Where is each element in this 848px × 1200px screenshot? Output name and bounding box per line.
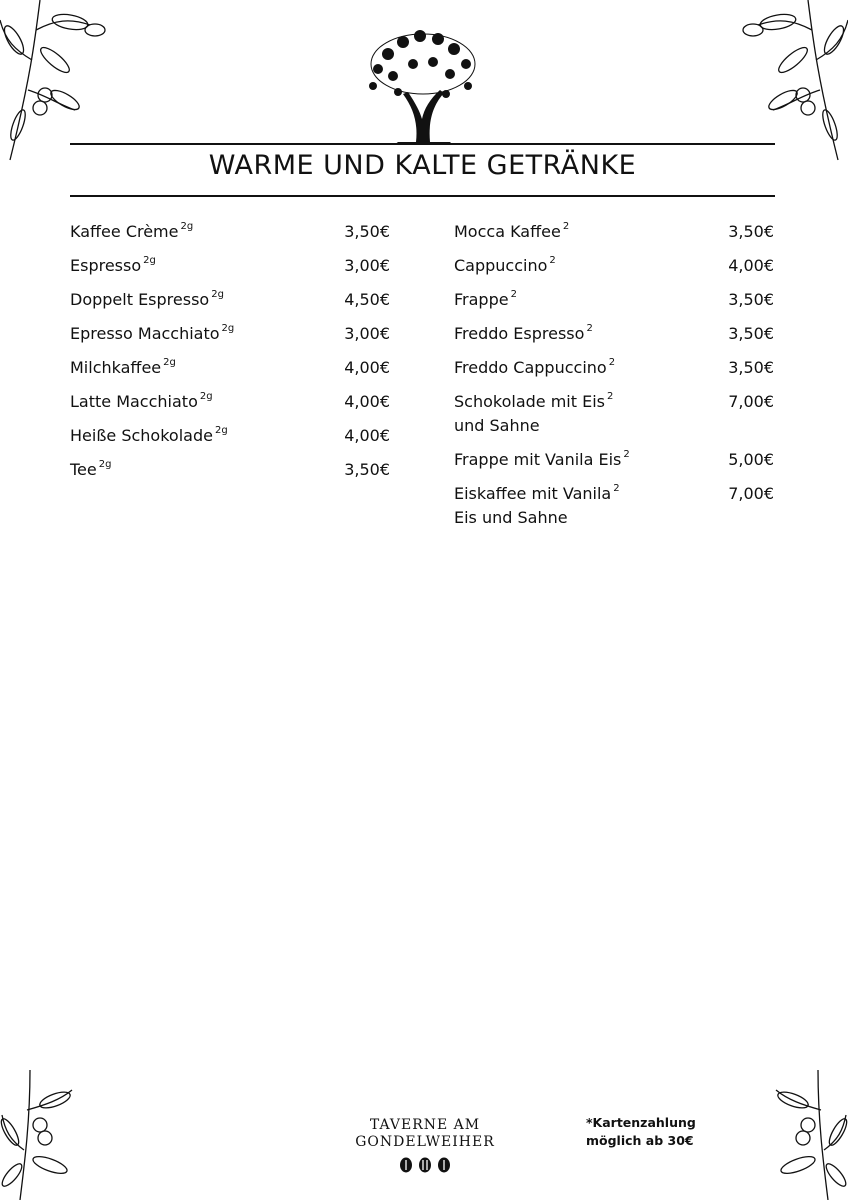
menu-item-price: 7,00€: [728, 484, 774, 503]
menu-item-label: Freddo Espresso: [454, 324, 585, 343]
menu-item-price: 4,50€: [344, 290, 390, 309]
menu-item-name: [70, 458, 111, 482]
allergen-note: 2: [606, 391, 614, 402]
menu-item-name: [454, 254, 556, 278]
menu-item-name: [454, 220, 569, 244]
menu-item-label: Cappuccino: [454, 256, 548, 275]
payment-note: [586, 1114, 696, 1150]
menu-item-label: Eiskaffee mit Vanila: [454, 484, 612, 503]
page-title: WARME UND KALTE GETRÄNKE: [208, 150, 637, 181]
top-rule: [70, 143, 775, 145]
menu-item-price: 3,00€: [344, 324, 390, 343]
menu-item-price: 3,50€: [728, 358, 774, 377]
menu-item-name: [70, 220, 193, 244]
allergen-note: 2g: [98, 459, 112, 470]
olive-branch-icon: [738, 0, 848, 165]
olive-branch-icon: [0, 1070, 90, 1200]
allergen-note: 2: [510, 289, 517, 300]
menu-item-label: Schokolade mit Eis: [454, 392, 605, 411]
allergen-note: 2: [608, 357, 616, 368]
menu-item-label: Latte Macchiato: [70, 392, 198, 411]
menu-item-label: Doppelt Espresso: [70, 290, 210, 309]
menu-item-price: 3,50€: [344, 222, 390, 241]
menu-item-price: 4,00€: [728, 256, 774, 275]
menu-item: [454, 254, 774, 278]
menu-item: [70, 356, 390, 380]
right-menu-column: [454, 220, 774, 540]
menu-item: [70, 288, 390, 312]
menu-item: [454, 288, 774, 312]
allergen-note: 2g: [199, 391, 213, 402]
menu-item: [70, 458, 390, 482]
menu-item: [454, 356, 774, 380]
menu-item-price: 3,00€: [344, 256, 390, 275]
menu-item-label: Tee: [70, 460, 97, 479]
brand-line-2: GONDELWEIHER: [355, 1134, 495, 1150]
menu-item: [70, 220, 390, 244]
allergen-note: 2g: [180, 221, 194, 232]
allergen-note: 2g: [143, 255, 156, 266]
allergen-note: 2: [613, 483, 620, 494]
menu-item-name: [70, 424, 228, 448]
menu-item-label-continued: Eis und Sahne: [454, 508, 568, 527]
allergen-note: 2: [549, 255, 556, 266]
menu-item-label: Frappe mit Vanila Eis: [454, 450, 622, 469]
dining-icons: [399, 1157, 451, 1173]
menu-item-label-continued: und Sahne: [454, 416, 540, 435]
allergen-note: 2: [562, 221, 570, 232]
allergen-note: 2g: [214, 425, 228, 436]
payment-note-line-1: *Kartenzahlung: [586, 1115, 696, 1130]
menu-item: [454, 448, 774, 472]
menu-item-name: [70, 322, 234, 346]
allergen-note: 2g: [211, 289, 224, 300]
menu-item-label: Espresso: [70, 256, 142, 275]
menu-item-name: [70, 390, 213, 414]
menu-item-price: 4,00€: [344, 392, 390, 411]
allergen-note: 2: [623, 449, 630, 460]
menu-item-name: [70, 356, 176, 380]
menu-item-label: Kaffee Crème: [70, 222, 179, 241]
olive-tree-icon: [358, 24, 488, 146]
menu-item-label: Mocca Kaffee: [454, 222, 561, 241]
left-menu-column: [70, 220, 390, 492]
menu-item-price: 3,50€: [344, 460, 390, 479]
olive-branch-icon: [758, 1070, 848, 1200]
menu-item-label: Frappe: [454, 290, 509, 309]
menu-item: [454, 322, 774, 346]
menu-item-name: [454, 390, 613, 438]
menu-item-name: [454, 448, 630, 472]
menu-item-name: [454, 288, 517, 312]
menu-item-price: 5,00€: [728, 450, 774, 469]
brand-logo: [330, 1117, 520, 1151]
menu-item: [454, 482, 774, 530]
menu-item: [454, 390, 774, 438]
menu-item-price: 4,00€: [344, 358, 390, 377]
menu-item-label: Heiße Schokolade: [70, 426, 213, 445]
menu-item-name: [454, 482, 620, 530]
menu-item: [70, 322, 390, 346]
menu-item-price: 4,00€: [344, 426, 390, 445]
brand-line-1: TAVERNE AM: [369, 1117, 481, 1133]
menu-item-price: 3,50€: [728, 222, 774, 241]
menu-item-price: 7,00€: [728, 392, 774, 411]
menu-item-name: [454, 322, 593, 346]
menu-item: [454, 220, 774, 244]
menu-item: [70, 424, 390, 448]
menu-item-name: [70, 254, 156, 278]
menu-item-label: Milchkaffee: [70, 358, 162, 377]
allergen-note: 2g: [163, 357, 176, 368]
menu-item-name: [70, 288, 224, 312]
olive-branch-icon: [0, 0, 110, 165]
menu-item-price: 3,50€: [728, 290, 774, 309]
menu-item-label: Freddo Cappuccino: [454, 358, 607, 377]
menu-item: [70, 254, 390, 278]
menu-item: [70, 390, 390, 414]
menu-item-price: 3,50€: [728, 324, 774, 343]
allergen-note: 2g: [221, 323, 235, 334]
menu-item-name: [454, 356, 615, 380]
menu-item-label: Epresso Macchiato: [70, 324, 220, 343]
payment-note-line-2: möglich ab 30€: [586, 1133, 694, 1148]
bottom-title-rule: [70, 195, 775, 197]
allergen-note: 2: [586, 323, 593, 334]
